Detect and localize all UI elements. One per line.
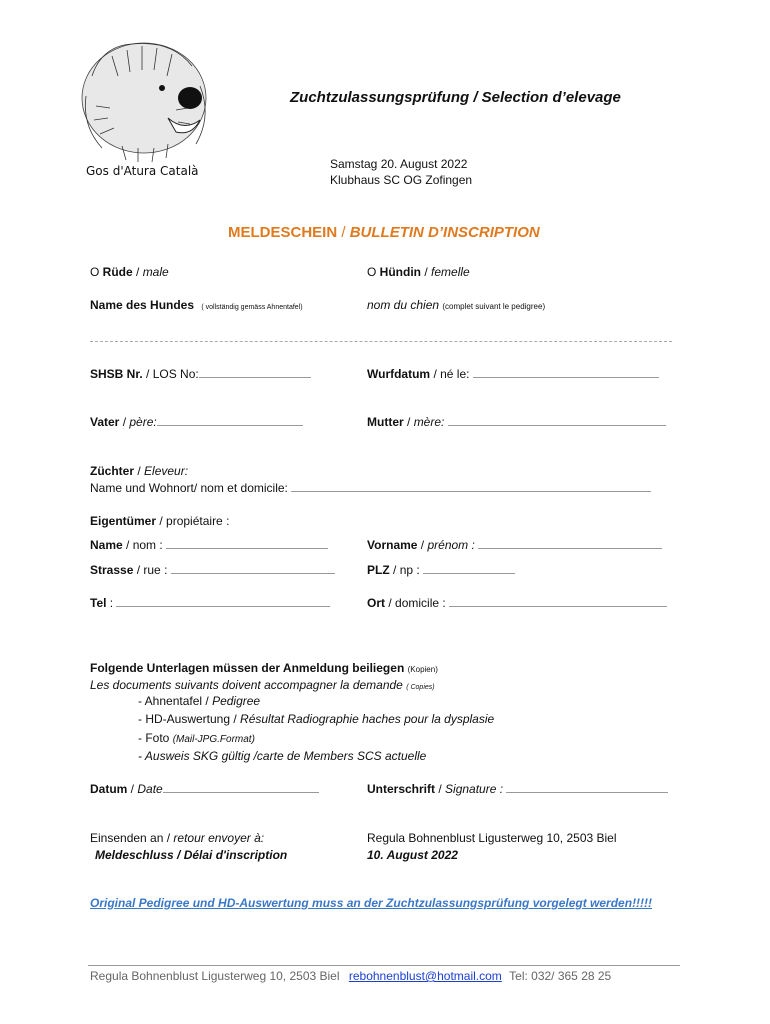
eigentuemer-label-de: Eigentümer [90,514,157,528]
owner-plz-input-line[interactable] [423,563,515,574]
page-title: Zuchtzulassungsprüfung / Selection d’elevage [290,89,621,106]
document-item-fr: Résultat Radiographie haches pour la dysplasie [240,712,495,726]
male-option[interactable]: O Rüde / male [90,265,169,279]
footer-email-link[interactable]: rebohnenblust@hotmail.com [348,969,502,983]
document-item [138,731,255,745]
documents-heading-fr-note: ( Copies) [406,684,435,691]
dog-name-label-de: Name des Hundes [90,298,195,312]
owner-name-label-fr: nom : [132,538,163,552]
female-label-fr: femelle [431,265,470,279]
document-item [138,694,260,708]
owner-ort-label-fr: domicile : [395,596,446,610]
owner-vorname-label-de: Vorname [367,538,418,552]
dog-name-field[interactable] [90,333,672,342]
pedigree-notice: Original Pedigree und HD-Auswertung muss an der Zuchtzulassungsprüfung vorgelegt werden!!!!! [90,896,653,910]
owner-strasse-input-line[interactable] [171,563,335,574]
document-item-de: - Ahnentafel / [138,694,213,708]
document-item-de: - HD-Auswertung / [138,712,241,726]
documents-heading-fr [90,678,435,692]
owner-name-field[interactable]: Name / nom : [90,538,328,552]
dog-name-label [90,298,303,312]
owner-plz-field[interactable]: PLZ / np : [367,563,515,577]
owner-tel-label-fr: : [109,596,114,610]
event-date: Samstag 20. August 2022 [330,157,468,171]
send-label-fr: retour envoyer à: [173,831,265,845]
owner-tel-input-line[interactable] [116,596,330,607]
zuechter-label: Züchter / Eleveur: [90,464,189,478]
dog-name-note-fr: (complet suivant le pedigree) [442,302,546,311]
form-title [228,224,540,241]
owner-vorname-field[interactable]: Vorname / prénom : [367,538,662,552]
form-title-de: MELDESCHEIN [228,224,338,241]
owner-vorname-input-line[interactable] [478,538,662,549]
event-place: Klubhaus SC OG Zofingen [330,173,473,187]
signature-label-fr: Signature : [445,782,504,796]
shsb-field[interactable]: SHSB Nr. / LOS No: [90,367,311,381]
owner-strasse-field[interactable]: Strasse / rue : [90,563,335,577]
owner-ort-label-de: Ort [367,596,385,610]
footer-tel: Tel: 032/ 365 28 25 [509,969,612,983]
send-label [90,831,264,845]
eigentuemer-label: Eigentümer / propiétaire : [90,514,230,528]
document-item-de: - Foto [138,731,173,745]
male-label-de: Rüde [102,265,133,279]
wurfdatum-field[interactable]: Wurfdatum / né le: [367,367,659,381]
document-item [138,712,494,726]
footer [90,969,611,983]
mutter-label-fr: mère: [413,415,445,429]
logo [72,36,222,186]
owner-tel-field[interactable] [90,596,330,610]
owner-plz-label-fr: np : [399,563,420,577]
document-item-fr: - Ausweis SKG gültig /carte de Members SCS actuelle [138,749,427,763]
shsb-label-fr: LOS No: [152,367,199,381]
female-option[interactable]: O Hündin / femelle [367,265,470,279]
vater-input-line[interactable] [157,415,303,426]
owner-ort-input-line[interactable] [449,596,667,607]
signature-input-line[interactable] [506,782,668,793]
owner-name-label-de: Name [90,538,123,552]
documents-heading-de-text: Folgende Unterlagen müssen der Anmeldung beiliegen [90,661,405,675]
wurfdatum-label-fr: né le: [440,367,470,381]
shsb-label-de: SHSB Nr. [90,367,143,381]
footer-address: Regula Bohnenblust Ligusterweg 10, 2503 Biel [90,969,340,983]
vater-field[interactable]: Vater / père: [90,415,303,429]
dog-head-illustration [72,36,222,166]
mutter-field[interactable]: Mutter / mère: [367,415,666,429]
vater-label-de: Vater [90,415,120,429]
signature-label-de: Unterschrift [367,782,436,796]
shsb-input-line[interactable] [199,367,311,378]
owner-tel-label-de: Tel [90,596,107,610]
owner-plz-label-de: PLZ [367,563,390,577]
eigentuemer-label-fr: propiétaire : [166,514,230,528]
datum-field[interactable]: Datum / Date [90,782,319,796]
owner-strasse-label-de: Strasse [90,563,134,577]
deadline-date: 10. August 2022 [367,848,458,862]
form-title-sep: / [337,224,350,241]
send-address: Regula Bohnenblust Ligusterweg 10, 2503 Biel [367,831,617,845]
document-item-fr: (Mail-JPG.Format) [172,734,255,745]
owner-name-input-line[interactable] [166,538,328,549]
datum-label-de: Datum [90,782,128,796]
logo-caption: Gos d'Atura Català [86,164,199,178]
zuechter-line2: Name und Wohnort/ nom et domicile: [90,481,288,495]
document-item-fr: Pedigree [212,694,261,708]
documents-heading-de [90,661,438,675]
signature-field[interactable]: Unterschrift / Signature : [367,782,668,796]
deadline-label: Meldeschluss / Délai d'inscription [95,848,288,862]
owner-strasse-label-fr: rue : [143,563,168,577]
dog-name-label-fr: nom du chien [367,298,440,312]
zuechter-field[interactable] [90,481,651,495]
zuechter-input-line[interactable] [291,481,651,492]
owner-ort-field[interactable]: Ort / domicile : [367,596,667,610]
female-label-de: Hündin [379,265,421,279]
mutter-input-line[interactable] [448,415,666,426]
wurfdatum-input-line[interactable] [473,367,659,378]
datum-label-fr: Date [137,782,163,796]
dog-name-note-de: ( vollständig gemäss Ahnentafel) [201,304,303,311]
female-checkbox-mark[interactable]: O [367,265,380,279]
owner-vorname-label-fr: prénom : [427,538,475,552]
mutter-label-de: Mutter [367,415,404,429]
datum-input-line[interactable] [163,782,319,793]
zuechter-label-fr: Eleveur: [144,464,189,478]
male-checkbox-mark[interactable]: O [90,265,103,279]
vater-label-fr: père: [129,415,157,429]
documents-heading-fr-text: Les documents suivants doivent accompagner la demande [90,678,403,692]
zuechter-label-de: Züchter [90,464,135,478]
documents-heading-de-note: (Kopien) [407,665,438,674]
document-item [138,749,426,763]
send-label-de: Einsenden an / [90,831,174,845]
male-label-fr: male [142,265,169,279]
footer-divider [88,965,680,966]
wurfdatum-label-de: Wurfdatum [367,367,431,381]
dog-name-label-fr-group [367,298,545,312]
form-title-fr: BULLETIN D’INSCRIPTION [349,224,540,241]
